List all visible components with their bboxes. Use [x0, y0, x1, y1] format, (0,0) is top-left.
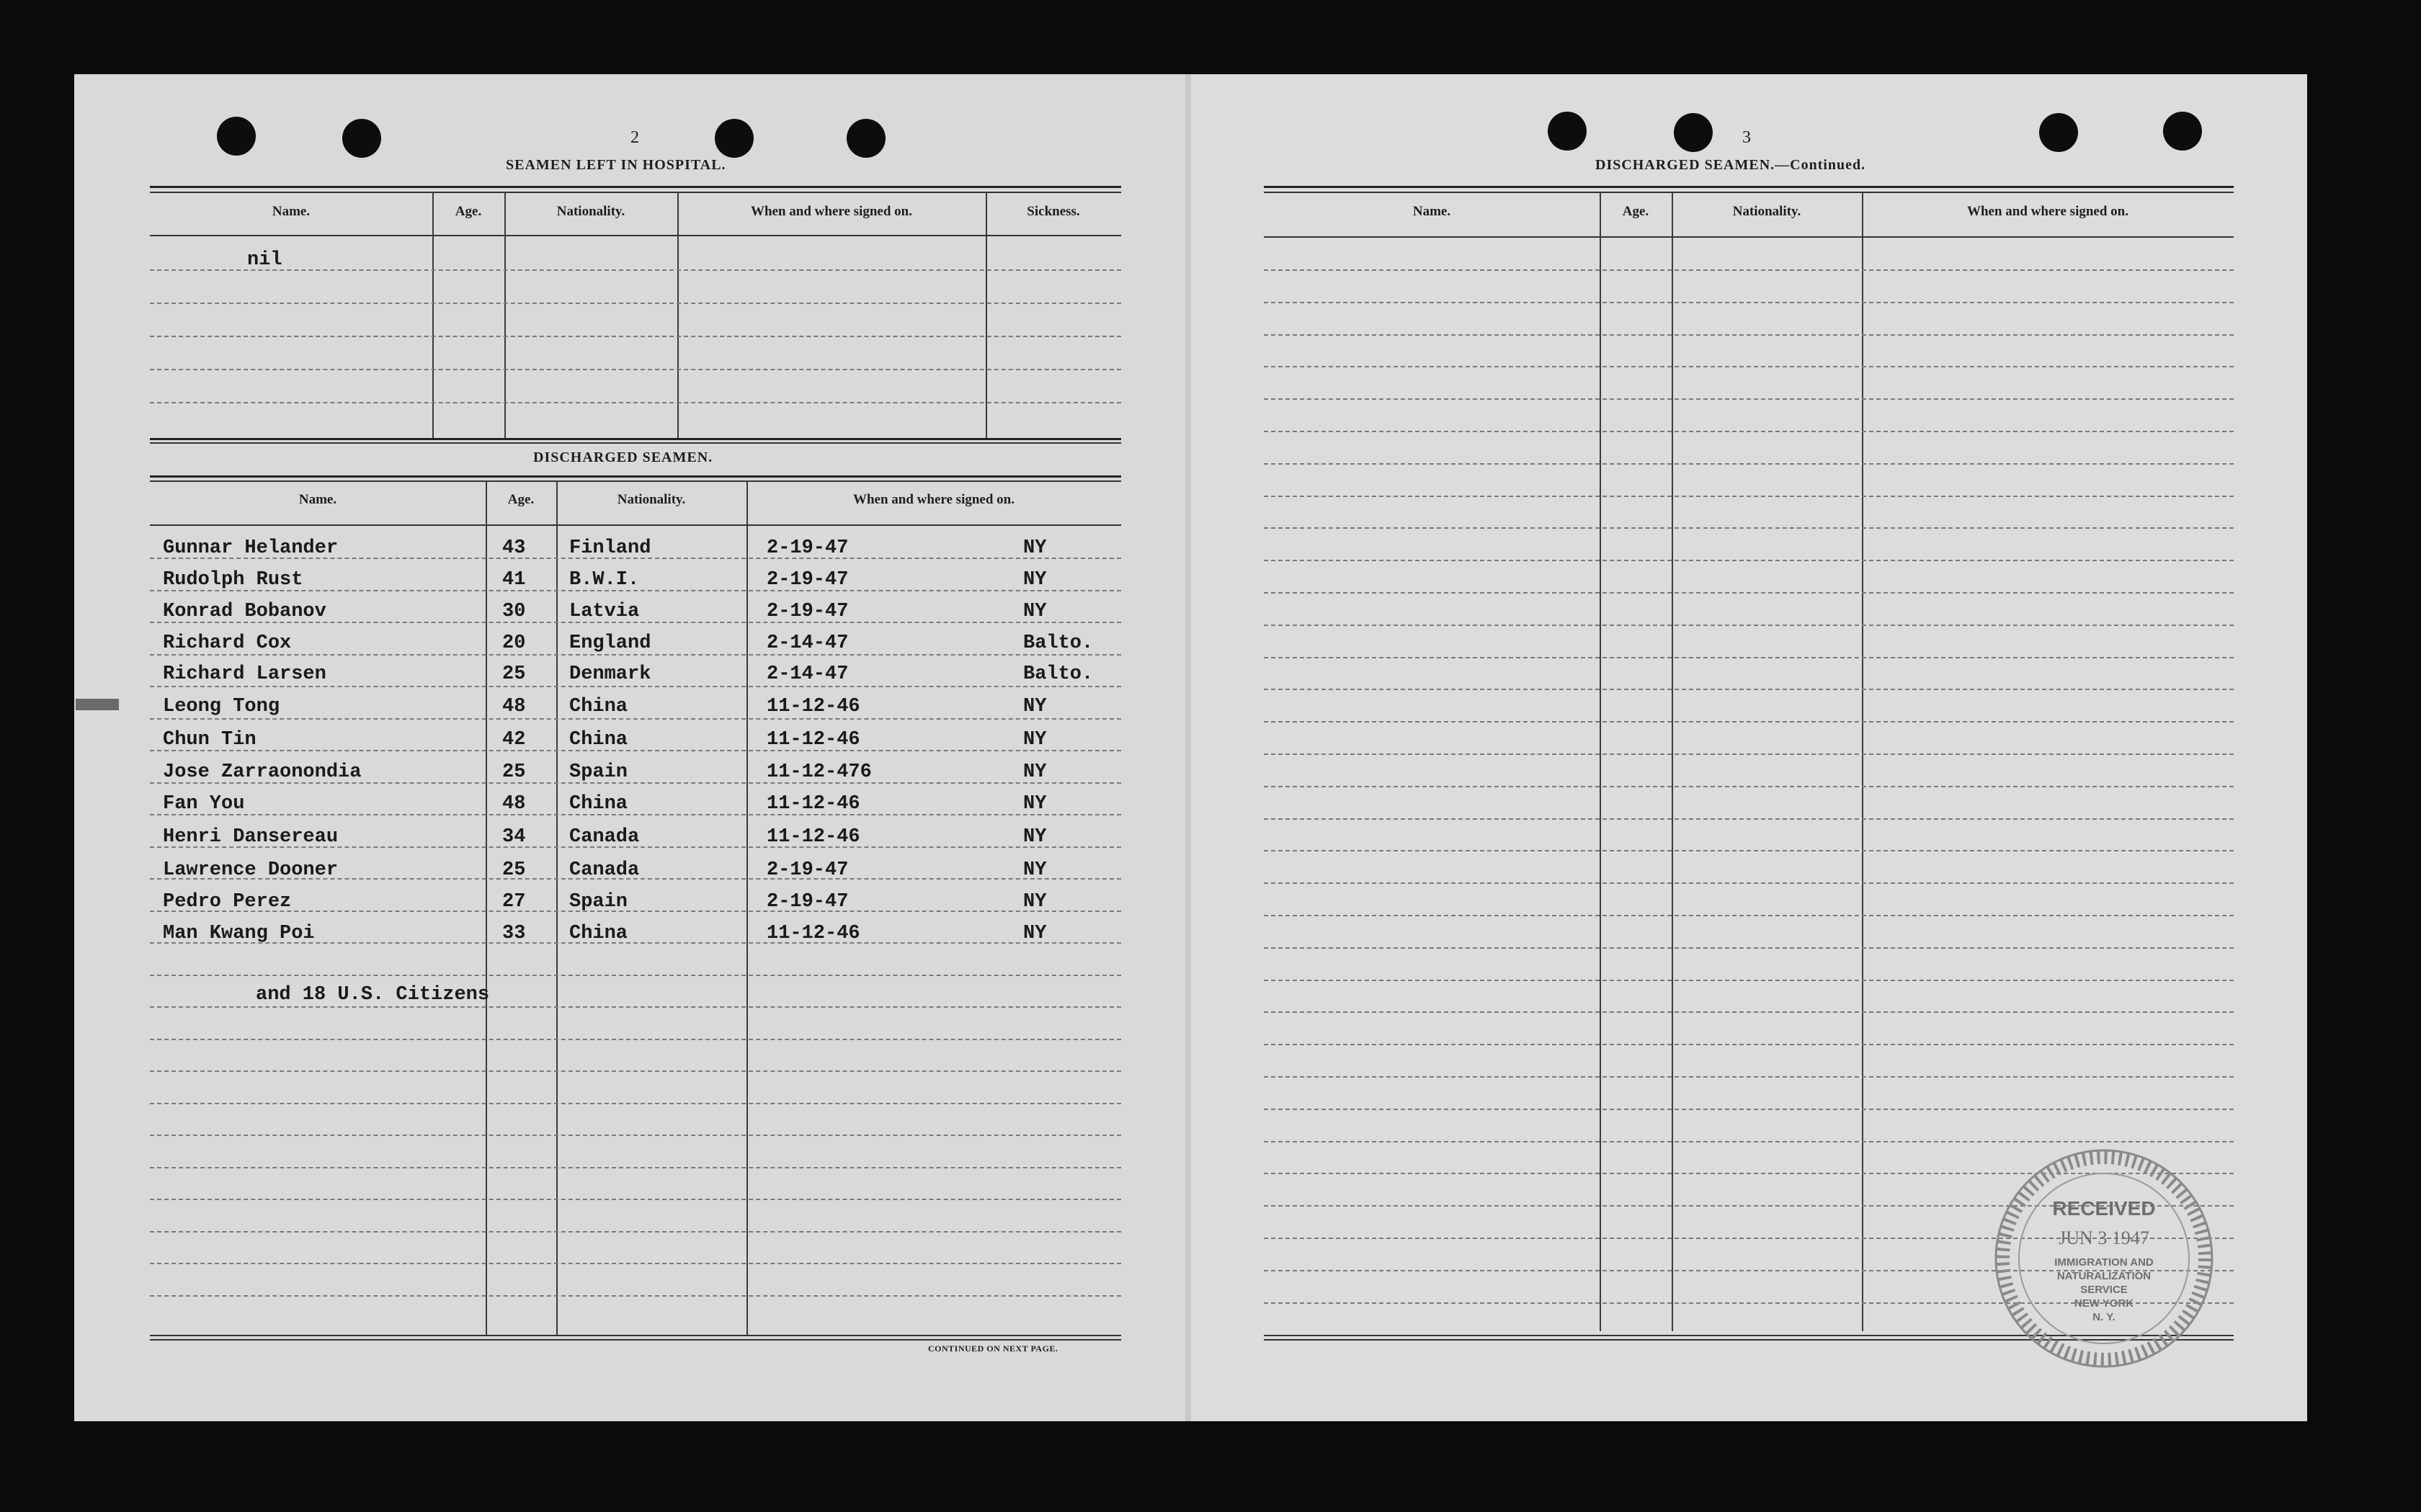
stamp-agency: SERVICE	[2080, 1284, 2128, 1296]
discharged-name: Konrad Bobanov	[163, 601, 326, 622]
table-rule	[1264, 192, 2234, 193]
table-rule	[150, 192, 1121, 193]
column-divider	[1600, 192, 1601, 1331]
discharged-age: 30	[502, 601, 526, 622]
discharged-signed-place: NY	[1023, 923, 1047, 944]
discharged-signed-place: Balto.	[1023, 632, 1094, 654]
discharged-signed-date: 2-14-47	[767, 632, 849, 654]
discharged-nationality: Denmark	[569, 663, 651, 685]
stamp-received: RECEIVED	[2052, 1197, 2156, 1220]
ruled-line	[150, 911, 1121, 912]
discharged-age: 48	[502, 696, 526, 717]
column-header-name: Name.	[272, 204, 311, 219]
ruled-line	[150, 1039, 1121, 1040]
margin-mark	[76, 699, 119, 710]
column-header-age: Age.	[507, 492, 535, 507]
punch-hole	[1548, 112, 1587, 151]
discharged-signed-place: Balto.	[1023, 663, 1094, 685]
column-header-signed-on: When and where signed on.	[750, 204, 912, 219]
punch-hole	[342, 119, 381, 158]
ruled-line	[1264, 463, 2234, 465]
discharged-signed-date: 2-19-47	[767, 569, 849, 591]
ruled-line	[150, 1199, 1121, 1200]
table-rule	[150, 524, 1121, 526]
page-number: 2	[630, 128, 639, 147]
discharged-section-title: DISCHARGED SEAMEN.	[533, 449, 713, 465]
ruled-line	[1264, 366, 2234, 367]
discharged-signed-date: 2-19-47	[767, 859, 849, 881]
ruled-line	[1264, 302, 2234, 303]
received-stamp	[1992, 1147, 2216, 1370]
discharged-signed-date: 11-12-46	[767, 923, 860, 944]
ruled-line	[1264, 1011, 2234, 1013]
discharged-signed-place: NY	[1023, 891, 1047, 913]
stamp-state: N. Y.	[2092, 1311, 2115, 1323]
column-header-age: Age.	[455, 204, 482, 219]
discharged-nationality: Spain	[569, 891, 628, 913]
discharged-signed-place: NY	[1023, 569, 1047, 591]
table-rule	[150, 480, 1121, 482]
column-divider	[746, 480, 748, 1335]
discharged-nationality: England	[569, 632, 651, 654]
table-rule	[150, 1339, 1121, 1341]
stamp-date: JUN 3 1947	[2059, 1227, 2149, 1248]
ruled-line	[1264, 592, 2234, 594]
ruled-line	[150, 336, 1121, 337]
ruled-line	[1264, 689, 2234, 690]
discharged-signed-place: NY	[1023, 826, 1047, 848]
punch-hole	[847, 119, 886, 158]
discharged-nationality: B.W.I.	[569, 569, 640, 591]
column-divider	[1862, 192, 1863, 1331]
table-rule	[150, 442, 1121, 444]
column-divider	[677, 192, 679, 438]
hospital-section-title: SEAMEN LEFT IN HOSPITAL.	[506, 157, 726, 173]
ruled-line	[1264, 947, 2234, 949]
ruled-line	[1264, 980, 2234, 981]
discharged-signed-date: 2-19-47	[767, 891, 849, 913]
discharged-signed-place: NY	[1023, 859, 1047, 881]
column-header-signed-on: When and where signed on.	[1966, 204, 2128, 219]
discharged-nationality: Canada	[569, 859, 640, 881]
discharged-age: 25	[502, 663, 526, 685]
ruled-line	[1264, 882, 2234, 884]
column-header-name: Name.	[1412, 204, 1451, 219]
page-fold	[1185, 74, 1191, 1421]
citizens-note: and 18 U.S. Citizens	[256, 984, 490, 1006]
discharged-signed-place: NY	[1023, 793, 1047, 815]
discharged-age: 25	[502, 761, 526, 783]
discharged-age: 43	[502, 537, 526, 559]
discharged-age: 20	[502, 632, 526, 654]
column-header-age: Age.	[1622, 204, 1649, 219]
ruled-line	[150, 750, 1121, 751]
discharged-age: 25	[502, 859, 526, 881]
ruled-line	[1264, 753, 2234, 755]
column-header-nationality: Nationality.	[556, 204, 625, 219]
discharged-age: 48	[502, 793, 526, 815]
discharged-age: 42	[502, 729, 526, 751]
ruled-line	[1264, 1076, 2234, 1078]
ruled-line	[1264, 1109, 2234, 1110]
discharged-signed-place: NY	[1023, 761, 1047, 783]
discharged-nationality: Latvia	[569, 601, 640, 622]
ruled-line	[1264, 786, 2234, 787]
discharged-name: Man Kwang Poi	[163, 923, 315, 944]
table-rule	[150, 1335, 1121, 1336]
discharged-signed-place: NY	[1023, 601, 1047, 622]
column-header-name: Name.	[298, 492, 337, 507]
column-header-signed-on: When and where signed on.	[852, 492, 1015, 507]
discharged-signed-date: 2-19-47	[767, 601, 849, 622]
ruled-line	[150, 975, 1121, 976]
continued-note: CONTINUED ON NEXT PAGE.	[928, 1343, 1058, 1354]
discharged-signed-date: 2-19-47	[767, 537, 849, 559]
table-rule	[150, 186, 1121, 188]
ruled-line	[150, 686, 1121, 687]
column-divider	[556, 480, 558, 1335]
ruled-line	[150, 1295, 1121, 1297]
ruled-line	[150, 1135, 1121, 1136]
ruled-line	[1264, 560, 2234, 561]
discharged-name: Leong Tong	[163, 696, 280, 717]
column-divider	[986, 192, 987, 438]
ruled-line	[150, 369, 1121, 370]
ruled-line	[1264, 625, 2234, 626]
ruled-line	[1264, 527, 2234, 529]
right-page-title: DISCHARGED SEAMEN.—Continued.	[1595, 157, 1866, 173]
table-rule	[1264, 236, 2234, 238]
discharged-signed-date: 11-12-46	[767, 826, 860, 848]
ruled-line	[1264, 850, 2234, 851]
ruled-line	[1264, 915, 2234, 916]
discharged-name: Rudolph Rust	[163, 569, 303, 591]
table-rule	[150, 235, 1121, 236]
punch-hole	[1674, 113, 1713, 152]
discharged-signed-place: NY	[1023, 696, 1047, 717]
column-divider	[486, 480, 487, 1335]
ruled-line	[1264, 431, 2234, 432]
discharged-name: Jose Zarraonondia	[163, 761, 362, 783]
ruled-line	[150, 1103, 1121, 1104]
discharged-signed-place: NY	[1023, 537, 1047, 559]
ruled-line	[150, 1263, 1121, 1264]
punch-hole	[2039, 113, 2078, 152]
table-rule	[150, 475, 1121, 478]
punch-hole	[2163, 112, 2202, 151]
table-rule	[150, 438, 1121, 440]
discharged-name: Richard Larsen	[163, 663, 326, 685]
column-divider	[432, 192, 434, 438]
ruled-line	[150, 402, 1121, 403]
discharged-age: 41	[502, 569, 526, 591]
table-rule	[1264, 186, 2234, 188]
stamp-agency: NATURALIZATION	[2056, 1270, 2152, 1282]
discharged-age: 34	[502, 826, 526, 848]
ruled-line	[150, 269, 1121, 271]
ruled-line	[1264, 496, 2234, 497]
discharged-nationality: Spain	[569, 761, 628, 783]
ruled-line	[1264, 1141, 2234, 1142]
discharged-signed-date: 11-12-476	[767, 761, 872, 783]
discharged-signed-date: 11-12-46	[767, 793, 860, 815]
column-header-nationality: Nationality.	[1732, 204, 1801, 219]
column-header-nationality: Nationality.	[617, 492, 686, 507]
discharged-nationality: China	[569, 696, 628, 717]
discharged-nationality: China	[569, 923, 628, 944]
column-divider	[1672, 192, 1673, 1331]
punch-hole	[715, 119, 754, 158]
column-header-sickness: Sickness.	[1027, 204, 1080, 219]
ruled-line	[1264, 818, 2234, 820]
stamp-city: NEW YORK	[2074, 1297, 2134, 1310]
ruled-line	[150, 718, 1121, 720]
discharged-name: Lawrence Dooner	[163, 859, 339, 881]
ruled-line	[150, 1231, 1121, 1233]
discharged-signed-date: 2-14-47	[767, 663, 849, 685]
ruled-line	[150, 1167, 1121, 1168]
hospital-entry: nil	[247, 249, 282, 271]
discharged-name: Fan You	[163, 793, 245, 815]
discharged-name: Henri Dansereau	[163, 826, 339, 848]
discharged-name: Pedro Perez	[163, 891, 292, 913]
ruled-line	[150, 1070, 1121, 1072]
page-number: 3	[1742, 128, 1751, 147]
ruled-line	[1264, 1044, 2234, 1045]
discharged-age: 33	[502, 923, 526, 944]
discharged-age: 27	[502, 891, 526, 913]
ruled-line	[150, 303, 1121, 304]
ruled-line	[1264, 334, 2234, 336]
discharged-nationality: China	[569, 793, 628, 815]
discharged-name: Chun Tin	[163, 729, 257, 751]
discharged-nationality: Finland	[569, 537, 651, 559]
ruled-line	[1264, 398, 2234, 400]
punch-hole	[217, 117, 256, 156]
column-divider	[504, 192, 506, 438]
ruled-line	[1264, 721, 2234, 723]
stamp-agency: IMMIGRATION AND	[2054, 1256, 2154, 1269]
ruled-line	[150, 1006, 1121, 1008]
discharged-name: Gunnar Helander	[163, 537, 339, 559]
ruled-line	[1264, 657, 2234, 658]
ruled-line	[150, 814, 1121, 815]
discharged-nationality: China	[569, 729, 628, 751]
discharged-nationality: Canada	[569, 826, 640, 848]
ruled-line	[1264, 269, 2234, 271]
discharged-signed-date: 11-12-46	[767, 729, 860, 751]
discharged-signed-place: NY	[1023, 729, 1047, 751]
discharged-signed-date: 11-12-46	[767, 696, 860, 717]
discharged-name: Richard Cox	[163, 632, 292, 654]
